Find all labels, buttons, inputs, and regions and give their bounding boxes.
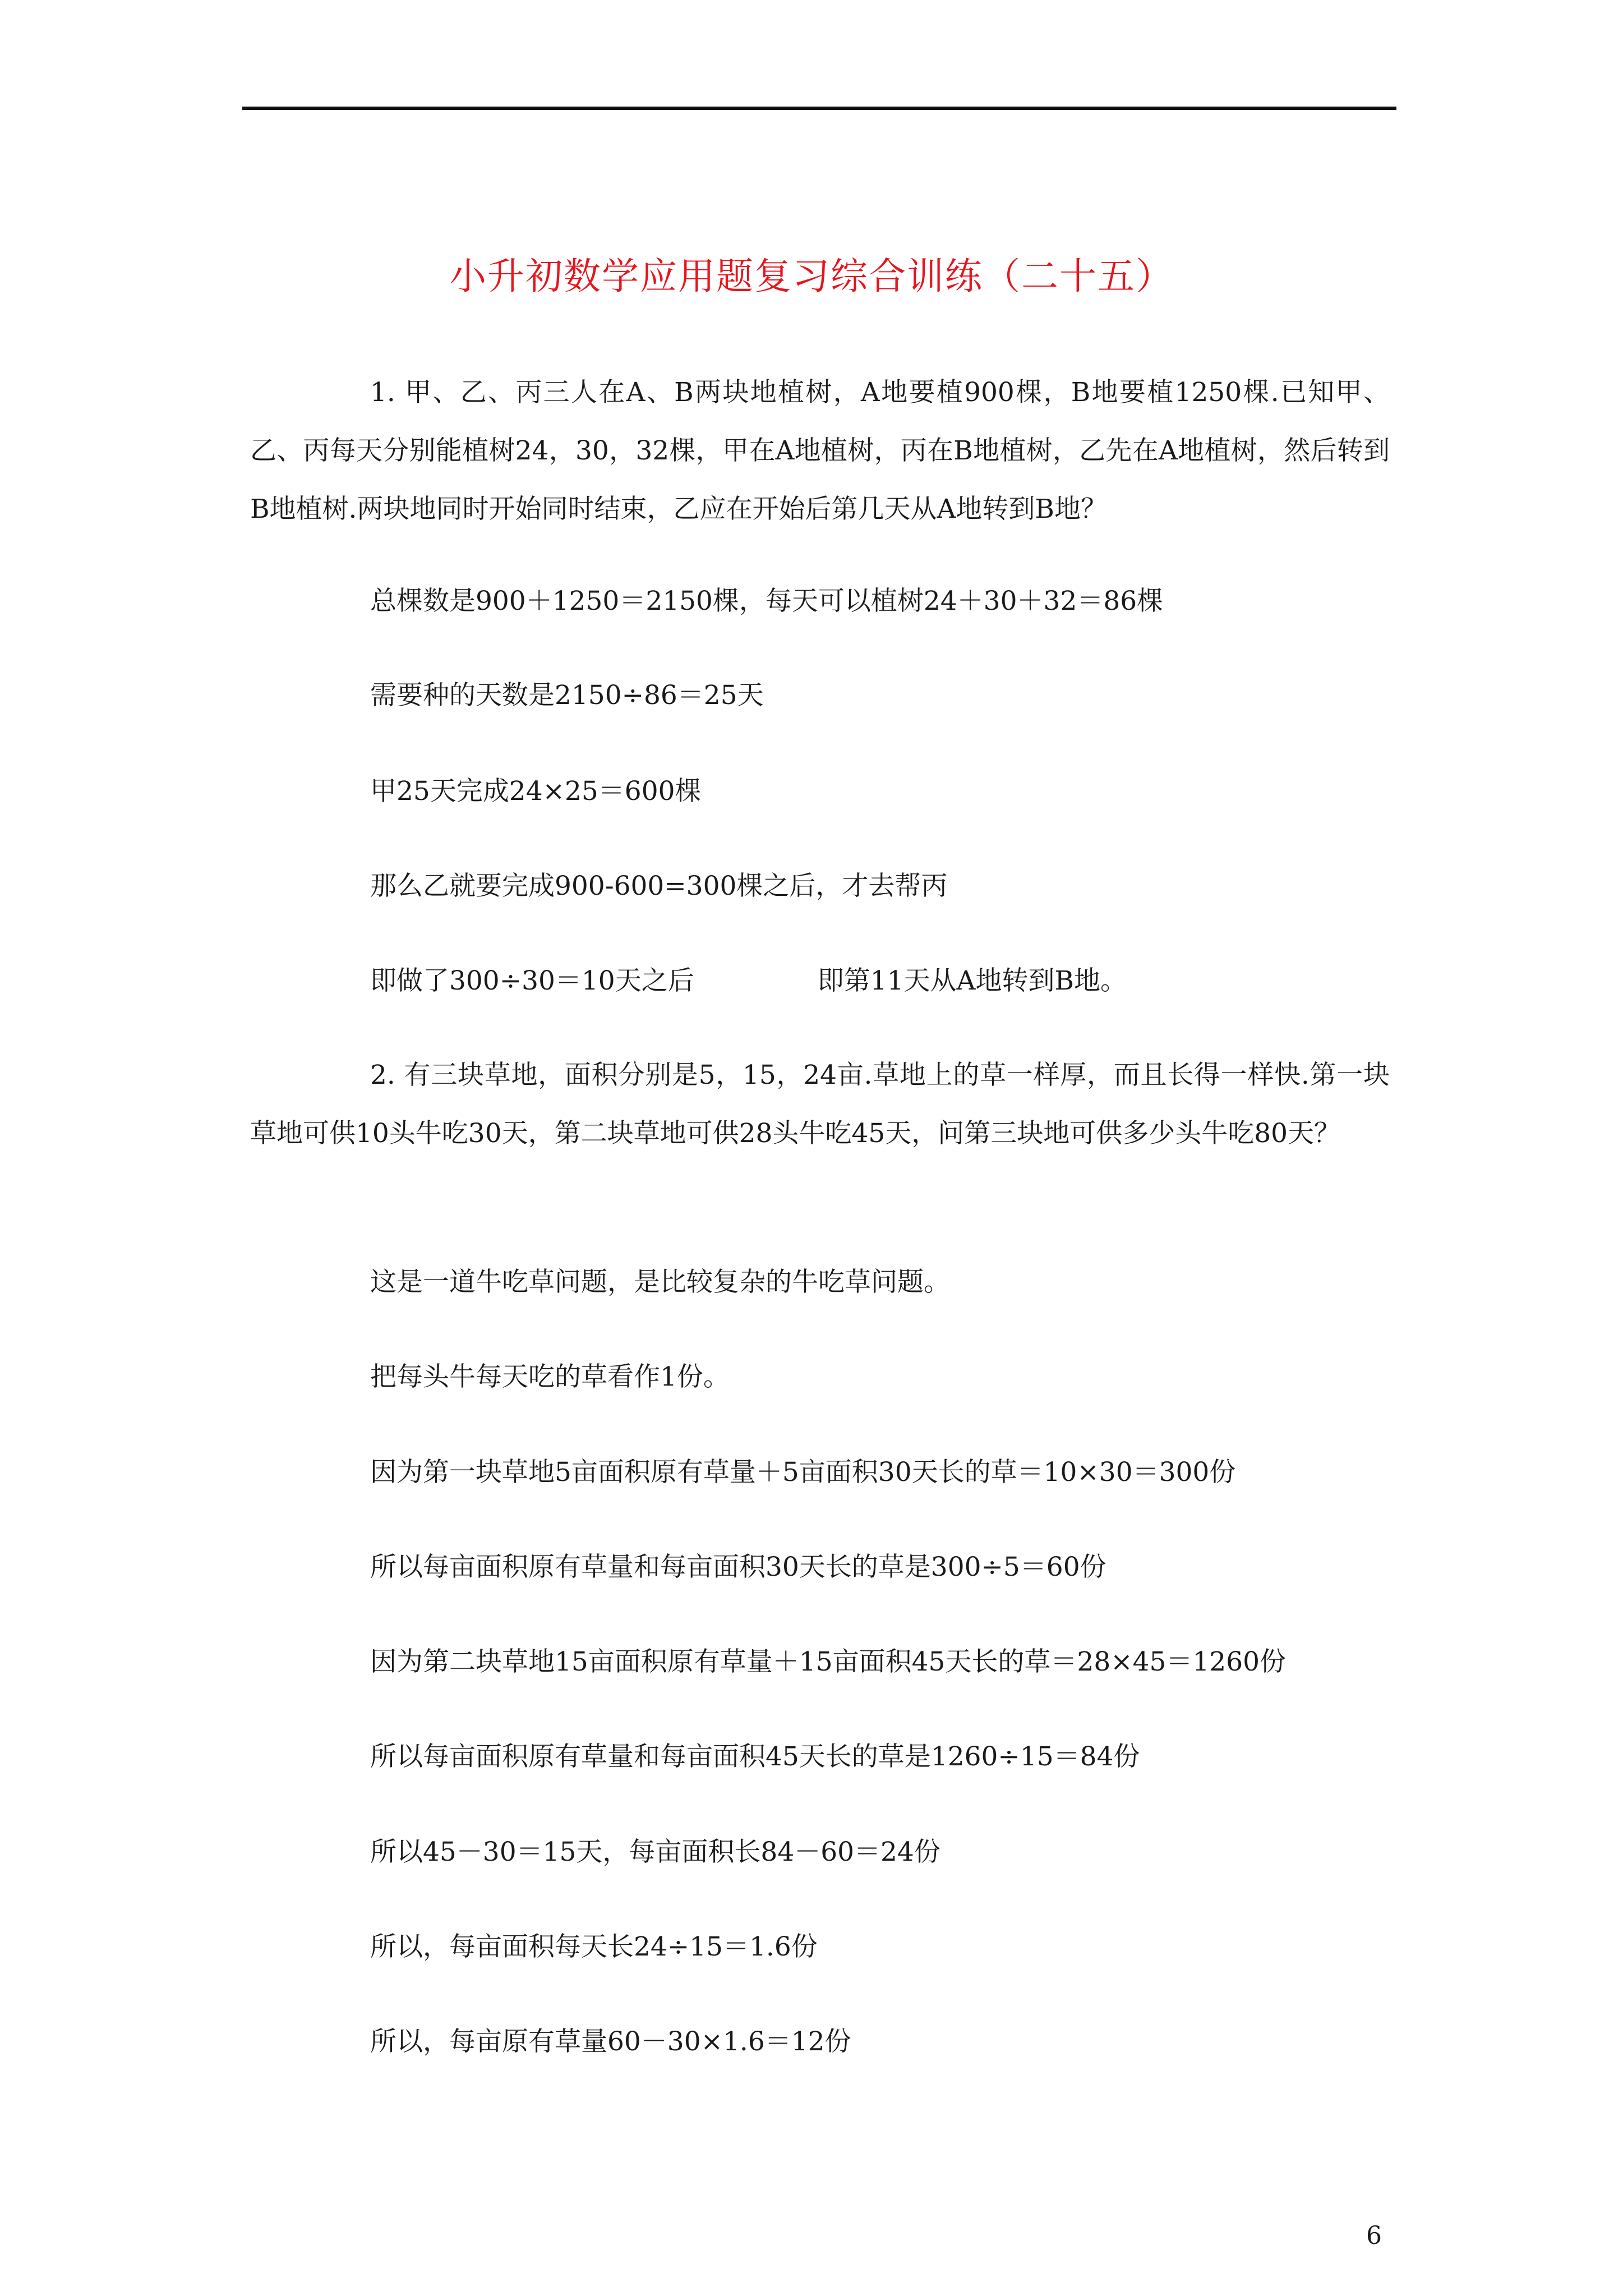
problem-2-step-6: 所以每亩面积原有草量和每亩面积45天长的草是1260÷15＝84份 — [370, 1741, 1140, 1772]
problem-2-step-8: 所以，每亩面积每天长24÷15＝1.6份 — [370, 1931, 818, 1962]
page-number: 6 — [1366, 2221, 1382, 2250]
problem-2-step-9: 所以，每亩原有草量60－30×1.6＝12份 — [370, 2026, 851, 2057]
problem-1-step-1: 总棵数是900＋1250＝2150棵，每天可以植树24＋30＋32＝86棵 — [370, 586, 1164, 616]
problem-1-step-5-part-b: 即第11天从A地转到B地。 — [817, 965, 1127, 996]
problem-2-step-4: 所以每亩面积原有草量和每亩面积30天长的草是300÷5＝60份 — [370, 1552, 1106, 1582]
header-rule — [242, 107, 1396, 110]
problem-1-question: 1. 甲、乙、丙三人在A、B两块地植树，A地要植900棵，B地要植1250棵.已知甲、乙、丙每天分别能植树24，30，32棵，甲在A地植树，丙在B地植树，乙先在A地植树，然后转到B地植树.两块地同时开始同时结束，乙应在开始后第几天从A地转到B地？ — [250, 377, 1390, 524]
problem-1-step-3: 甲25天完成24×25＝600棵 — [370, 776, 702, 807]
problem-1-step-5-part-a: 即做了300÷30＝10天之后 — [370, 965, 694, 996]
problem-1-step-4: 那么乙就要完成900-600=300棵之后，才去帮丙 — [370, 871, 948, 901]
problem-1-step-5 — [370, 961, 1127, 1001]
problem-2-question: 2. 有三块草地，面积分别是5，15，24亩.草地上的草一样厚，而且长得一样快.第一块草地可供10头牛吃30天，第二块草地可供28头牛吃45天，问第三块地可供多少头牛吃80天？ — [250, 1060, 1390, 1149]
problem-2-step-7: 所以45－30＝15天，每亩面积长84－60＝24份 — [370, 1837, 940, 1867]
problem-2-step-3: 因为第一块草地5亩面积原有草量＋5亩面积30天长的草＝10×30＝300份 — [370, 1457, 1236, 1488]
problem-2-step-2: 把每头牛每天吃的草看作1份。 — [370, 1361, 730, 1392]
problem-1-step-2: 需要种的天数是2150÷86＝25天 — [370, 680, 764, 711]
problem-2-step-1: 这是一道牛吃草问题，是比较复杂的牛吃草问题。 — [370, 1267, 950, 1297]
problem-2-step-5: 因为第二块草地15亩面积原有草量＋15亩面积45天长的草＝28×45＝1260份 — [370, 1646, 1287, 1677]
document-title: 小升初数学应用题复习综合训练（二十五） — [449, 255, 1174, 298]
